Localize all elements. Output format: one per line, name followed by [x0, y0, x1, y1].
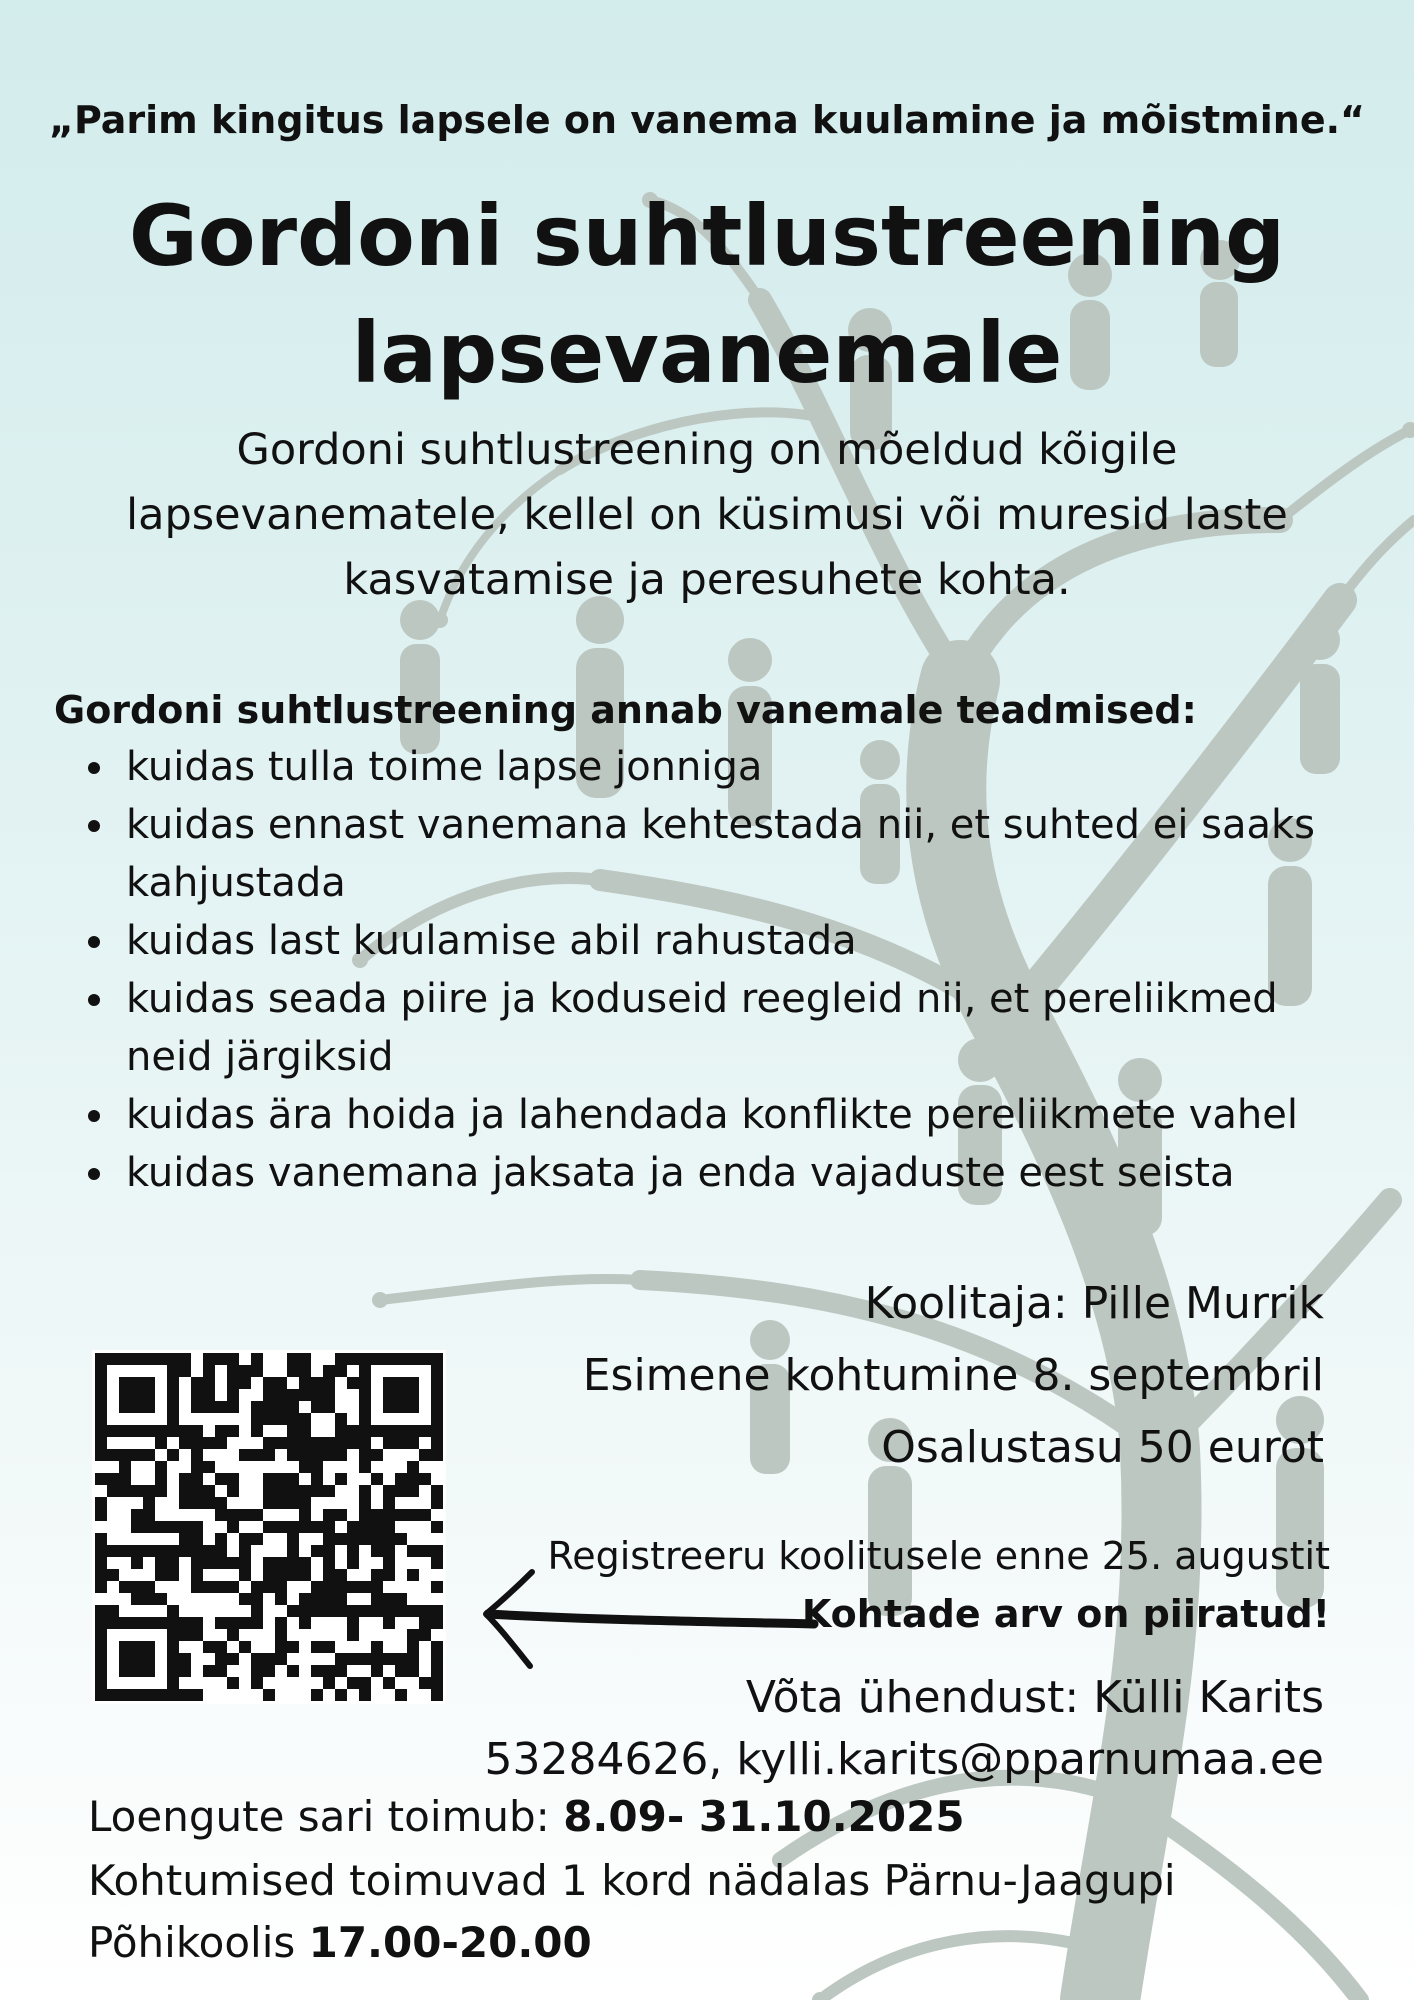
list-item: kuidas ära hoida ja lahendada konflikte pereliikmete vahel: [88, 1086, 1348, 1144]
benefits-heading: Gordoni suhtlustreening annab vanemale teadmised:: [54, 688, 1197, 732]
series-dates: 8.09- 31.10.2025: [563, 1792, 965, 1841]
schedule-series: [88, 1792, 965, 1841]
quote: „Parim kingitus lapsele on vanema kuulamine ja mõistmine.“: [48, 98, 1366, 142]
intro-line-1: Gordoni suhtlustreening on mõeldud kõigile: [236, 425, 1178, 475]
school-name: Põhikoolis: [88, 1918, 309, 1967]
arrow-left-icon: [474, 1562, 826, 1672]
limited-spots: Kohtade arv on piiratud!: [801, 1592, 1330, 1636]
trainer-info: Koolitaja: Pille Murrik: [864, 1278, 1324, 1329]
contact-details[interactable]: 53284626, kylli.karits@pparnumaa.ee: [484, 1734, 1324, 1785]
benefits-list: [88, 738, 1348, 1202]
list-item: kuidas tulla toime lapse jonniga: [88, 738, 1348, 796]
first-meeting-info: Esimene kohtumine 8. septembril: [582, 1350, 1324, 1401]
contact-name: Võta ühendust: Külli Karits: [745, 1672, 1324, 1723]
intro-paragraph: [60, 418, 1354, 613]
title-line-2: lapsevanemale: [351, 304, 1063, 402]
intro-line-3: kasvatamise ja peresuhete kohta.: [343, 555, 1071, 605]
page-title: [0, 178, 1414, 412]
intro-line-2: lapsevanematele, kellel on küsimusi või muresid laste: [126, 490, 1288, 540]
list-item: kuidas last kuulamise abil rahustada: [88, 912, 1348, 970]
registration-deadline: Registreeru koolitusele enne 25. augustit: [547, 1534, 1330, 1578]
schedule-location: [88, 1918, 592, 1967]
list-item: kuidas seada piire ja koduseid reegleid nii, et pereliikmed neid järgiksid: [88, 970, 1316, 1086]
meeting-time: 17.00-20.00: [308, 1918, 592, 1967]
qr-code-icon[interactable]: [92, 1350, 446, 1704]
series-label: Loengute sari toimub:: [88, 1792, 564, 1841]
schedule-meetings: Kohtumised toimuvad 1 kord nädalas Pärnu-Jaagupi: [88, 1856, 1176, 1905]
fee-info: Osalustasu 50 eurot: [881, 1422, 1324, 1473]
list-item: kuidas ennast vanemana kehtestada nii, et suhted ei saaks kahjustada: [88, 796, 1316, 912]
title-line-1: Gordoni suhtlustreening: [128, 187, 1286, 285]
list-item: kuidas vanemana jaksata ja enda vajaduste eest seista: [88, 1144, 1348, 1202]
